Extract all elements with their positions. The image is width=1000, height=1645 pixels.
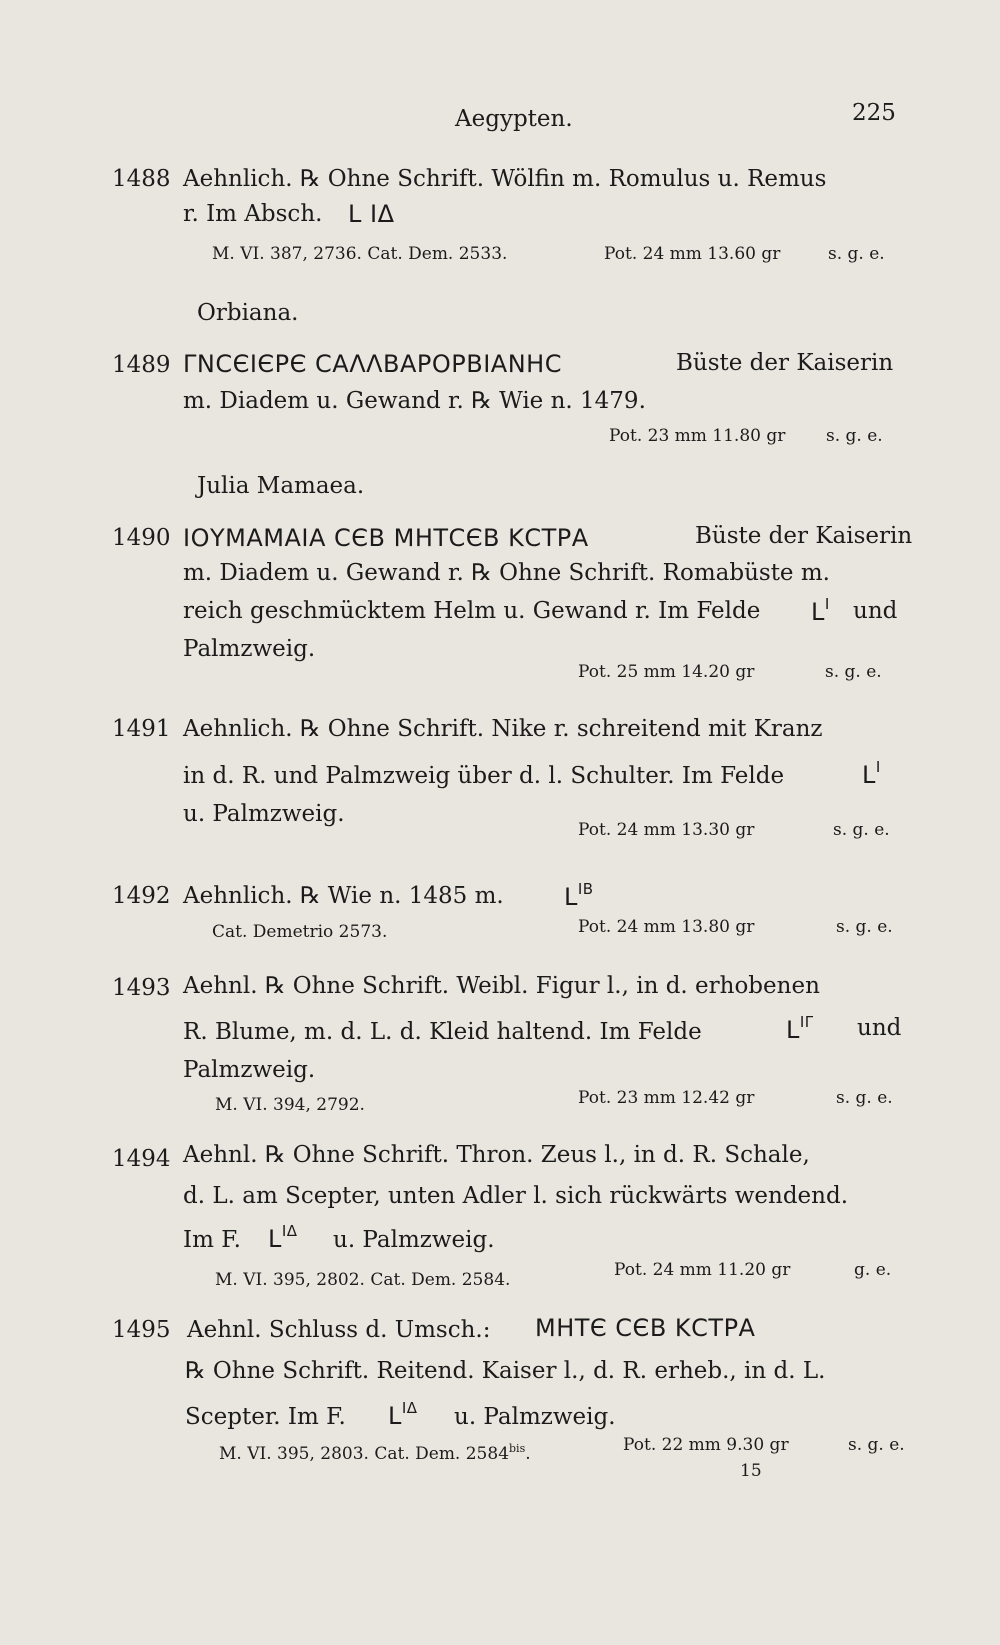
- condition: s. g. e.: [826, 426, 883, 446]
- weight-info: Pot. 24 mm 13.30 gr: [578, 820, 755, 840]
- weight-info: Pot. 23 mm 11.80 gr: [609, 426, 786, 446]
- weight-info: Pot. 25 mm 14.20 gr: [578, 662, 755, 682]
- field-mark: $L^{IB}$: [564, 880, 594, 911]
- condition: s. g. e.: [836, 1088, 893, 1108]
- reference: M. VI. 387, 2736. Cat. Dem. 2533.: [212, 244, 508, 264]
- entry-text-line: Palmzweig.: [183, 636, 316, 662]
- entry-text-line: Aehnl. ℞ Ohne Schrift. Thron. Zeus l., in d. R. Schale,: [183, 1142, 810, 1168]
- entry-text-line: in d. R. und Palmzweig über d. l. Schulter. Im Felde: [183, 763, 785, 789]
- field-mark: $L^I$: [811, 595, 830, 626]
- entry-number: 1495: [112, 1317, 171, 1343]
- entry-text-line: Aehnlich. ℞ Ohne Schrift. Wölfin m. Romulus u. Remus: [183, 166, 827, 192]
- section-heading: Orbiana.: [197, 300, 299, 326]
- section-heading: Julia Mamaea.: [197, 473, 365, 499]
- entry-text-line: Aehnl. Schluss d. Umsch.:: [187, 1317, 491, 1343]
- field-mark: $L^{I\Delta}$: [268, 1222, 298, 1253]
- entry-text-line: R. Blume, m. d. L. d. Kleid haltend. Im Felde: [183, 1019, 702, 1045]
- entry-number: 1492: [112, 883, 171, 909]
- entry-number: 1494: [112, 1146, 171, 1172]
- greek-legend: ΙΟΥΜΑΜΑΙΑ CЄΒ ΜΗΤCЄΒ ΚCΤΡΑ: [183, 524, 589, 552]
- entry-number: 1491: [112, 716, 171, 742]
- entry-text-line: Aehnlich. ℞ Wie n. 1485 m.: [183, 883, 504, 909]
- weight-info: Pot. 24 mm 13.80 gr: [578, 917, 755, 937]
- entry-text-line: u. Palmzweig.: [183, 801, 345, 827]
- weight-info: Pot. 23 mm 12.42 gr: [578, 1088, 755, 1108]
- greek-legend: ΓΝCЄΙЄΡЄ CΑΛΛΒΑΡΟΡΒΙΑΝΗC: [183, 350, 562, 378]
- entry-text-line: Palmzweig.: [183, 1057, 316, 1083]
- reference: Cat. Demetrio 2573.: [212, 922, 388, 942]
- entry-text-line: d. L. am Scepter, unten Adler l. sich rückwärts wendend.: [183, 1183, 849, 1209]
- field-mark: $L^{I\Gamma}$: [786, 1013, 814, 1044]
- field-mark: $L^I$: [862, 758, 881, 789]
- entry-text-line: ℞ Ohne Schrift. Reitend. Kaiser l., d. R. erheb., in d. L.: [185, 1358, 826, 1384]
- entry-text-line: u. Palmzweig.: [454, 1404, 616, 1430]
- condition: s. g. e.: [836, 917, 893, 937]
- running-head: Aegypten.: [455, 106, 573, 132]
- greek-legend: ΜΗΤЄ CЄΒ ΚCΤΡΑ: [535, 1314, 756, 1342]
- entry-text-line: Büste der Kaiserin: [676, 350, 894, 376]
- reference: M. VI. 394, 2792.: [215, 1095, 365, 1115]
- entry-text-line: u. Palmzweig.: [333, 1227, 495, 1253]
- field-mark: L IΔ: [348, 200, 395, 228]
- entry-text-line: Büste der Kaiserin: [695, 523, 913, 549]
- entry-text-line: m. Diadem u. Gewand r. ℞ Ohne Schrift. Romabüste m.: [183, 560, 830, 586]
- weight-info: Pot. 22 mm 9.30 gr: [623, 1435, 789, 1455]
- entry-text-line: reich geschmücktem Helm u. Gewand r. Im Felde: [183, 598, 761, 624]
- condition: s. g. e.: [848, 1435, 905, 1455]
- condition: s. g. e.: [833, 820, 890, 840]
- reference: M. VI. 395, 2802. Cat. Dem. 2584.: [215, 1270, 511, 1290]
- entry-number: 1489: [112, 352, 171, 378]
- entry-text-line: Aehnl. ℞ Ohne Schrift. Weibl. Figur l., in d. erhobenen: [183, 973, 820, 999]
- entry-number: 1490: [112, 525, 171, 551]
- weight-info: Pot. 24 mm 11.20 gr: [614, 1260, 791, 1280]
- entry-text-line: Scepter. Im F.: [185, 1404, 346, 1430]
- entry-number: 1493: [112, 975, 171, 1001]
- entry-text-line: r. Im Absch.: [183, 201, 323, 227]
- condition: s. g. e.: [825, 662, 882, 682]
- signature-mark: 15: [740, 1461, 762, 1481]
- page-number: 225: [852, 100, 896, 126]
- entry-text-line: Aehnlich. ℞ Ohne Schrift. Nike r. schreitend mit Kranz: [183, 716, 823, 742]
- entry-text-line: und: [853, 598, 898, 624]
- condition: s. g. e.: [828, 244, 885, 264]
- entry-text-line: Im F.: [183, 1227, 241, 1253]
- reference: M. VI. 395, 2803. Cat. Dem. $2584^{bis}$.: [219, 1442, 531, 1464]
- weight-info: Pot. 24 mm 13.60 gr: [604, 244, 781, 264]
- entry-text-line: und: [857, 1015, 902, 1041]
- entry-text-line: m. Diadem u. Gewand r. ℞ Wie n. 1479.: [183, 388, 646, 414]
- entry-number: 1488: [112, 166, 171, 192]
- field-mark: $L^{I\Delta}$: [388, 1399, 418, 1430]
- condition: g. e.: [854, 1260, 892, 1280]
